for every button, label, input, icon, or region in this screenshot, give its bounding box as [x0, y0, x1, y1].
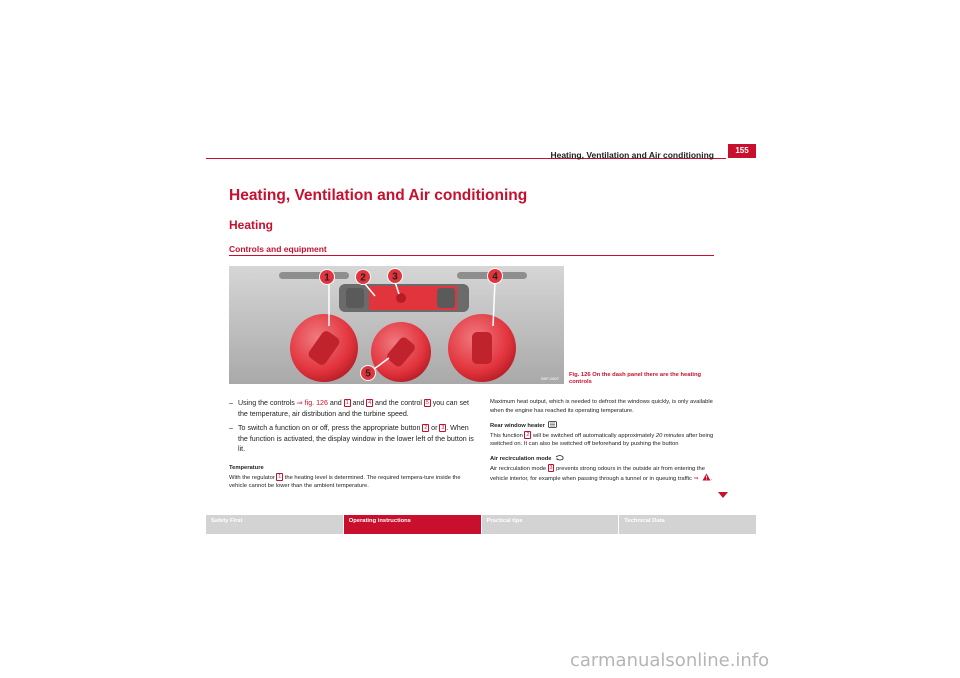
air-recirculation-text: Air recirculation mode 3 prevents strong odours in the outside air from entering the vehicle interior, for example when passing through a tunnel or in queuing traffic ⇒ .	[490, 464, 713, 483]
right-vent-slider	[437, 288, 455, 308]
temperature-text: With the regulator 1 the heating level is determined. The required tempera-ture inside the vehicle cannot be lower than the ambient temperature.	[229, 474, 461, 490]
recirculation-button	[396, 293, 406, 303]
watermark: carmanualsonline.info	[570, 650, 770, 671]
control-badge: 5	[425, 400, 429, 406]
warning-icon	[702, 473, 711, 481]
control-badge: 2	[526, 431, 530, 438]
control-badge: 2	[424, 425, 428, 431]
page-number: 155	[728, 144, 756, 158]
callout-4	[487, 268, 503, 284]
callout-5	[360, 365, 376, 381]
temperature-heading: Temperature	[229, 464, 264, 471]
heat-output-paragraph: Maximum heat output, which is needed to defrost the windows quickly, is only available when the engine has reached its operating temperature.	[490, 399, 713, 414]
topic-title: Controls and equipment	[229, 244, 327, 254]
svg-text:3: 3	[392, 271, 398, 283]
heating-controls-figure	[229, 266, 564, 384]
figure-reference-link[interactable]: ⇒ fig. 126	[296, 399, 328, 407]
continue-arrow-icon	[718, 492, 728, 498]
control-badge: 3	[441, 425, 445, 431]
step-1: – Using the controls ⇒ fig. 126 and 1 and 4 and the control 5 you can set the temperature, air distribution and the turbine speed.	[229, 399, 469, 418]
figure-caption: Fig. 126 On the dash panel there are the heating controls	[569, 372, 702, 385]
rear-window-heater-text: This function 2 will be switched off automatically approximately 20 minutes after being switched on. It can also be switched off beforehand by pushing the button	[490, 431, 714, 448]
topic-rule	[229, 255, 714, 256]
footer-nav	[206, 515, 756, 534]
control-badge: 1	[345, 400, 349, 406]
control-badge: 3	[549, 464, 553, 471]
air-recirculation-heading: Air recirculation mode	[490, 455, 716, 464]
warning-reference-link[interactable]: ⇒	[693, 476, 699, 483]
dash-panel-illustration	[229, 266, 564, 384]
svg-text:1: 1	[324, 272, 330, 284]
section-title: Heating, Ventilation and Air conditioning	[229, 187, 528, 204]
control-badge: 4	[368, 400, 372, 406]
callout-1	[319, 269, 335, 285]
left-column	[229, 398, 479, 490]
air-distribution-knob-grip	[472, 332, 492, 364]
tab-practical-tips[interactable]: Practical tips	[482, 515, 619, 534]
callout-3	[387, 268, 403, 284]
right-column	[490, 398, 716, 484]
control-badge: 1	[278, 474, 282, 480]
rear-window-heater-icon	[548, 421, 557, 428]
air-recirculation-icon	[555, 455, 565, 461]
left-vent-slider	[346, 288, 364, 308]
tab-safety-first[interactable]: Safety First	[206, 515, 343, 534]
running-title: Heating, Ventilation and Air conditioning	[550, 150, 714, 160]
rear-window-heater-heading: Rear window heater	[490, 421, 716, 431]
tab-operating-instructions[interactable]: Operating instructions	[344, 515, 481, 534]
callout-2	[355, 269, 371, 285]
tab-technical-data[interactable]: Technical Data	[619, 515, 756, 534]
svg-text:2: 2	[360, 272, 366, 284]
figure-code: B5P-0607	[541, 376, 559, 381]
svg-text:4: 4	[492, 271, 498, 283]
subsection-title: Heating	[229, 218, 274, 232]
svg-text:5: 5	[365, 368, 371, 380]
left-vent	[279, 272, 349, 279]
step-2: – To switch a function on or off, press the appropriate button 2 or 3 . When the function is activated, the display window in the lower left of the button is lit.	[229, 424, 474, 453]
